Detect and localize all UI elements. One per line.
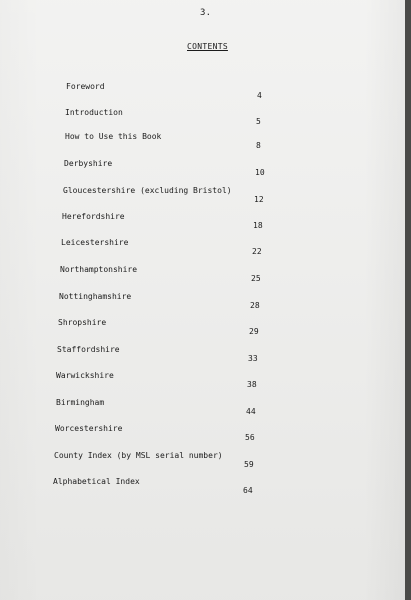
toc-entry-staffordshire — [0, 345, 405, 365]
toc-entry-page: 5 — [256, 117, 261, 126]
toc-entry-page: 22 — [252, 247, 262, 256]
toc-entry-foreword — [0, 82, 405, 102]
toc-entry-label: Introduction — [65, 108, 123, 117]
toc-entry-page: 28 — [250, 301, 260, 310]
toc-entry-page: 25 — [251, 274, 261, 283]
toc-entry-page: 8 — [256, 141, 261, 150]
toc-entry-label: Herefordshire — [62, 212, 125, 221]
toc-entry-worcestershire — [0, 424, 405, 444]
toc-entry-label: Northamptonshire — [60, 265, 138, 274]
toc-entry-county-index — [0, 451, 405, 471]
toc-entry-label: Warwickshire — [56, 371, 114, 380]
toc-entry-northamptonshire — [0, 265, 405, 285]
toc-entry-introduction — [0, 108, 405, 128]
page-number: 3. — [200, 8, 212, 18]
contents-heading: CONTENTS — [187, 42, 228, 51]
toc-entry-page: 56 — [245, 433, 255, 442]
toc-entry-page: 4 — [257, 91, 262, 100]
toc-entry-derbyshire — [0, 159, 405, 179]
toc-entry-page: 64 — [243, 486, 253, 495]
toc-entry-label: Shropshire — [58, 318, 107, 327]
toc-entry-label: Foreword — [66, 82, 105, 91]
toc-entry-label: Staffordshire — [57, 345, 120, 354]
toc-entry-shropshire — [0, 318, 405, 338]
toc-entry-page: 12 — [254, 195, 264, 204]
toc-entry-label: Worcestershire — [55, 424, 123, 433]
toc-entry-how-to-use — [0, 132, 405, 152]
toc-entry-page: 44 — [246, 407, 256, 416]
toc-entry-nottinghamshire — [0, 292, 405, 312]
toc-entry-label: Birmingham — [56, 398, 105, 407]
toc-entry-label: How to Use this Book — [65, 132, 162, 141]
toc-entry-label: Alphabetical Index — [53, 477, 140, 486]
toc-entry-gloucestershire — [0, 186, 405, 206]
toc-entry-page: 29 — [249, 327, 259, 336]
toc-entry-page: 18 — [253, 221, 263, 230]
toc-entry-label: Derbyshire — [64, 159, 113, 168]
toc-entry-page: 10 — [255, 168, 265, 177]
toc-entry-warwickshire — [0, 371, 405, 391]
toc-entry-label: Gloucestershire (excluding Bristol) — [63, 186, 232, 195]
toc-entry-alphabetical-index — [0, 477, 405, 497]
toc-entry-birmingham — [0, 398, 405, 418]
toc-entry-page: 33 — [248, 354, 258, 363]
toc-entry-label: Nottinghamshire — [59, 292, 132, 301]
toc-entry-herefordshire — [0, 212, 405, 232]
toc-entry-page: 38 — [247, 380, 257, 389]
toc-entry-label: County Index (by MSL serial number) — [54, 451, 223, 460]
toc-entry-label: Leicestershire — [61, 238, 129, 247]
toc-entry-page: 59 — [244, 460, 254, 469]
toc-entry-leicestershire — [0, 238, 405, 258]
